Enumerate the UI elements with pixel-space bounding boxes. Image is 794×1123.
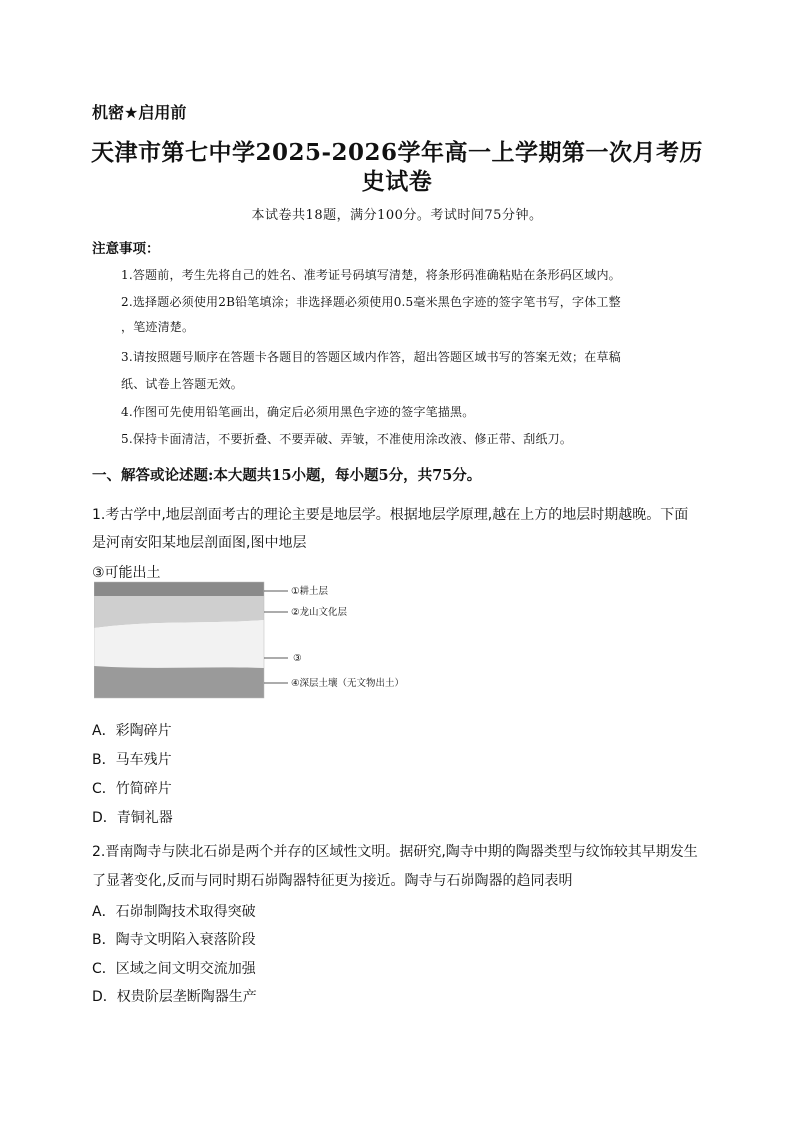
question-2-option-c: C．区域之间文明交流加强 bbox=[92, 961, 256, 977]
layer-label-4: ④深层土壤（无文物出土） bbox=[291, 678, 405, 689]
question-1-option-a: A．彩陶碎片 bbox=[92, 723, 172, 739]
layer-label-1: ①耕土层 bbox=[291, 586, 329, 597]
question-1-line1: 1.考古学中,地层剖面考古的理论主要是地层学。根据地层学原理,越在上方的地层时期越晚。下面 bbox=[92, 507, 689, 523]
question-2-line2: 了显著变化,反而与同时期石峁陶器特征更为接近。陶寺与石峁陶器的趋同表明 bbox=[92, 873, 573, 889]
notice-item-2-line2: ，笔迹清楚。 bbox=[121, 320, 195, 334]
layer-3-unknown bbox=[94, 620, 264, 668]
question-2-line1: 2.晋南陶寺与陕北石峁是两个并存的区域性文明。据研究,陶寺中期的陶器类型与纹饰较其早期发生 bbox=[92, 844, 698, 860]
layer-label-2: ②龙山文化层 bbox=[291, 607, 348, 618]
notice-item-4: 4.作图可先使用铅笔画出，确定后必须用黑色字迹的签字笔描黑。 bbox=[121, 405, 475, 419]
notice-item-1: 1.答题前，考生先将自己的姓名、准考证号码填写清楚，将条形码准确粘贴在条形码区域内。 bbox=[121, 268, 621, 282]
layer-1-plough-soil bbox=[94, 582, 264, 596]
question-2-option-b: B．陶寺文明陷入衰落阶段 bbox=[92, 932, 256, 948]
question-2-option-d: D．权贵阶层垄断陶器生产 bbox=[92, 989, 257, 1005]
question-1-line2: 是河南安阳某地层剖面图,图中地层 bbox=[92, 535, 307, 551]
exam-title-line2: 史试卷 bbox=[361, 168, 433, 195]
notice-item-3-line2: 纸、试卷上答题无效。 bbox=[121, 377, 244, 391]
question-2-option-a: A．石峁制陶技术取得突破 bbox=[92, 904, 256, 920]
exam-title-line1: 天津市第七中学2025-2026学年高一上学期第一次月考历 bbox=[90, 139, 704, 166]
question-1-option-b: B．马车残片 bbox=[92, 752, 172, 768]
notice-item-2-line1: 2.选择题必须使用2B铅笔填涂；非选择题必须使用0.5毫米黑色字迹的签字笔书写，字体工整 bbox=[121, 295, 621, 309]
layer-4-deep-soil bbox=[94, 666, 264, 698]
question-1-option-d: D．青铜礼器 bbox=[92, 810, 173, 826]
stratigraphy-diagram bbox=[94, 580, 414, 705]
exam-subtitle: 本试卷共18题，满分100分。考试时间75分钟。 bbox=[251, 208, 543, 223]
section-heading: 一、解答或论述题:本大题共15小题，每小题5分，共75分。 bbox=[92, 467, 482, 484]
notice-item-3-line1: 3.请按照题号顺序在答题卡各题目的答题区域内作答，超出答题区域书写的答案无效；在草稿 bbox=[121, 350, 621, 364]
question-1-option-c: C．竹简碎片 bbox=[92, 781, 172, 797]
confidential-mark: 机密★启用前 bbox=[92, 103, 187, 122]
notice-heading: 注意事项： bbox=[92, 241, 160, 257]
layer-label-3: ③ bbox=[293, 653, 302, 664]
notice-item-5: 5.保持卡面清洁，不要折叠、不要弄破、弄皱，不准使用涂改液、修正带、刮纸刀。 bbox=[121, 432, 573, 446]
question-1-line3: ③可能出土 bbox=[92, 565, 161, 581]
